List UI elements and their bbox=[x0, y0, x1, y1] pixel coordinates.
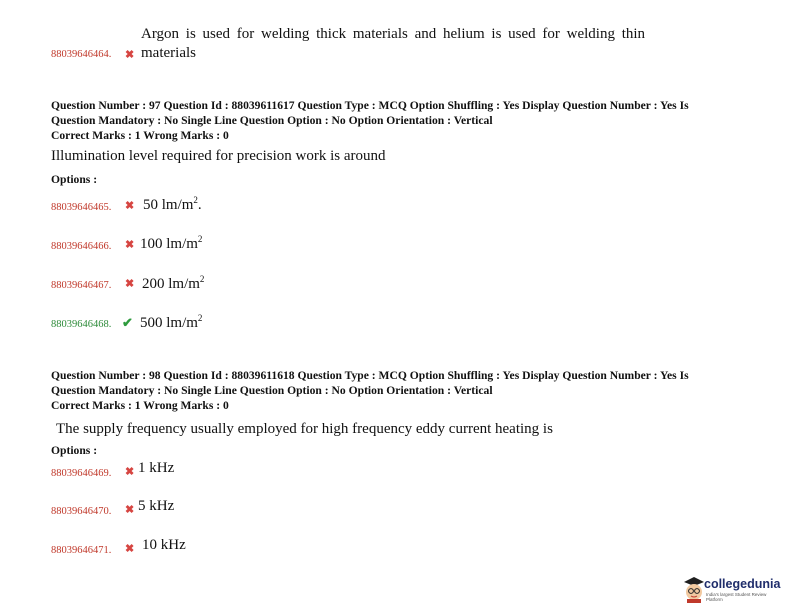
option-id: 88039646465. bbox=[51, 202, 112, 213]
wrong-icon: ✖ bbox=[125, 49, 135, 61]
option-value: 100 $lm/m^2$ bbox=[140, 234, 203, 252]
option-value: 50 $lm/m^2$. bbox=[143, 195, 202, 213]
check-icon: ✔ bbox=[122, 315, 133, 330]
question-meta-line1: Question Number : 98 Question Id : 88039611618 Question Type : MCQ Option Shuffling : Yes Display Question Number : Yes Is bbox=[51, 369, 689, 382]
option-id: 88039646471. bbox=[51, 545, 112, 556]
question-marks: Correct Marks : 1 Wrong Marks : 0 bbox=[51, 399, 229, 412]
wrong-icon: ✖ bbox=[125, 239, 135, 251]
wrong-icon: ✖ bbox=[125, 543, 135, 555]
question-meta-line2: Question Mandatory : No Single Line Question Option : No Option Orientation : Vertical bbox=[51, 114, 493, 127]
wrong-icon: ✖ bbox=[125, 278, 135, 290]
question-meta-line2: Question Mandatory : No Single Line Question Option : No Option Orientation : Vertical bbox=[51, 384, 493, 397]
wrong-icon: ✖ bbox=[125, 504, 135, 516]
logo-tagline: India's largest Student Review Platform bbox=[706, 592, 767, 602]
option-value: 10 kHz bbox=[142, 537, 186, 553]
option-id-correct: 88039646468. bbox=[51, 319, 112, 330]
prev-option-line2: materials bbox=[141, 45, 196, 61]
option-id: 88039646464. bbox=[51, 49, 112, 60]
option-id: 88039646469. bbox=[51, 468, 112, 479]
option-value: 200 $lm/m^2$ bbox=[142, 274, 205, 292]
question-text: The supply frequency usually employed for high frequency eddy current heating is bbox=[56, 421, 553, 437]
option-id: 88039646467. bbox=[51, 280, 112, 291]
collegedunia-logo bbox=[682, 575, 782, 605]
wrong-icon: ✖ bbox=[125, 200, 135, 212]
option-id: 88039646470. bbox=[51, 506, 112, 517]
option-value: 1 kHz bbox=[138, 460, 175, 476]
option-id: 88039646466. bbox=[51, 241, 112, 252]
option-value: 5 kHz bbox=[138, 498, 175, 514]
options-label: Options : bbox=[51, 173, 98, 186]
options-label: Options : bbox=[51, 444, 98, 457]
question-text: Illumination level required for precision work is around bbox=[51, 148, 386, 164]
mascot-icon bbox=[682, 575, 706, 603]
question-marks: Correct Marks : 1 Wrong Marks : 0 bbox=[51, 129, 229, 142]
logo-name: collegedunia bbox=[704, 577, 781, 591]
option-value: 500 $lm/m^2$ bbox=[140, 313, 203, 331]
prev-option-line1: Argon is used for welding thick materials and helium is used for welding thin bbox=[141, 26, 646, 42]
wrong-icon: ✖ bbox=[125, 466, 135, 478]
question-meta-line1: Question Number : 97 Question Id : 88039611617 Question Type : MCQ Option Shuffling : Yes Display Question Number : Yes Is bbox=[51, 99, 689, 112]
